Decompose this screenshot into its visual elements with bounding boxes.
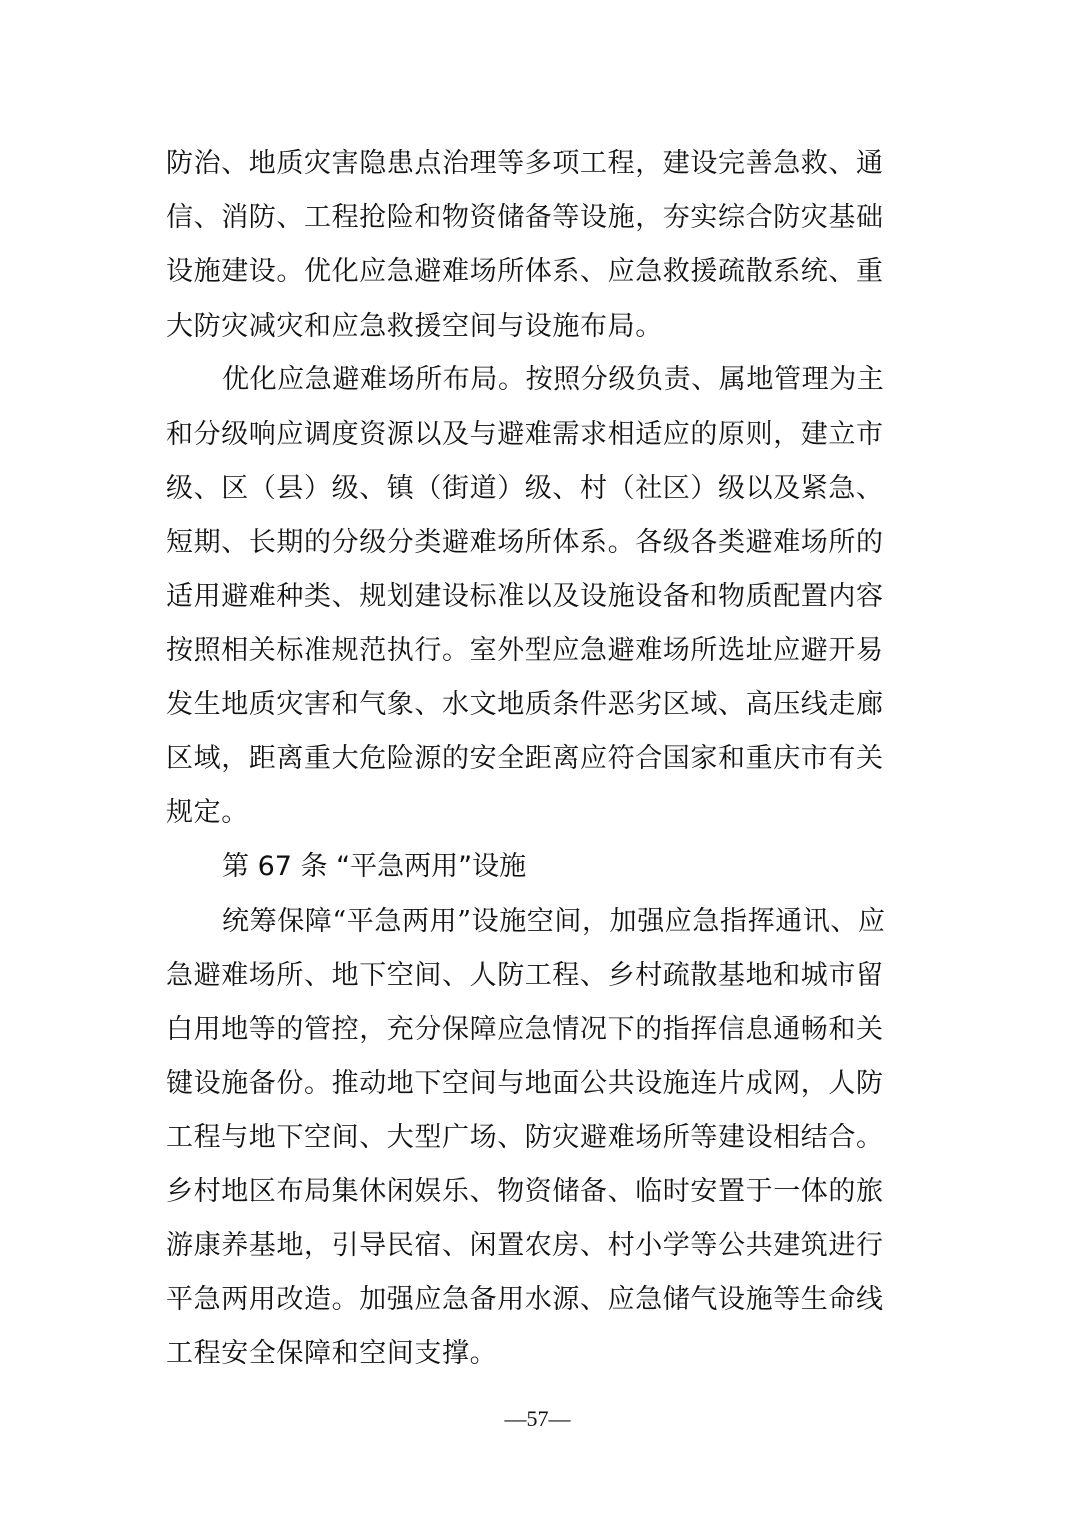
paragraph-line: 白用地等的管控，充分保障应急情况下的指挥信息通畅和关 bbox=[166, 1014, 884, 1045]
paragraph-line: 键设施备份。推动地下空间与地面公共设施连片成网，人防 bbox=[166, 1068, 884, 1099]
paragraph-line: 短期、长期的分级分类避难场所体系。各级各类避难场所的 bbox=[166, 527, 884, 558]
paragraph-line: 区域，距离重大危险源的安全距离应符合国家和重庆市有关 bbox=[166, 743, 884, 774]
paragraph-line: 急避难场所、地下空间、人防工程、乡村疏散基地和城市留 bbox=[166, 960, 884, 991]
paragraph-line: 工程安全保障和空间支撑。 bbox=[166, 1338, 498, 1369]
paragraph-line: 平急两用改造。加强应急备用水源、应急储气设施等生命线 bbox=[166, 1284, 884, 1315]
page-number: —57— bbox=[504, 1406, 571, 1431]
paragraph-line: 游康养基地，引导民宿、闲置农房、村小学等公共建筑进行 bbox=[166, 1230, 884, 1261]
paragraph-line: 防治、地质灾害隐患点治理等多项工程，建设完善急救、通 bbox=[166, 148, 884, 179]
section-heading: 第 67 条 “平急两用”设施 bbox=[222, 851, 527, 882]
paragraph-line: 设施建设。优化应急避难场所体系、应急救援疏散系统、重 bbox=[166, 256, 884, 287]
paragraph-line: 大防灾减灾和应急救援空间与设施布局。 bbox=[166, 311, 663, 342]
paragraph-line: 规定。 bbox=[166, 797, 249, 828]
paragraph-line: 级、区（县）级、镇（街道）级、村（社区）级以及紧急、 bbox=[166, 473, 884, 504]
paragraph-line: 发生地质灾害和气象、水文地质条件恶劣区域、高压线走廊 bbox=[166, 689, 884, 720]
paragraph-line: 和分级响应调度资源以及与避难需求相适应的原则，建立市 bbox=[166, 419, 884, 450]
paragraph-line: 按照相关标准规范执行。室外型应急避难场所选址应避开易 bbox=[166, 635, 884, 666]
paragraph-line: 信、消防、工程抢险和物资储备等设施，夯实综合防灾基础 bbox=[166, 202, 884, 233]
paragraph-line: 统筹保障“平急两用”设施空间，加强应急指挥通讯、应 bbox=[222, 906, 886, 937]
paragraph-line: 适用避难种类、规划建设标准以及设施设备和物质配置内容 bbox=[166, 581, 884, 612]
paragraph-line: 乡村地区布局集休闲娱乐、物资储备、临时安置于一体的旅 bbox=[166, 1176, 884, 1207]
paragraph-line: 优化应急避难场所布局。按照分级负责、属地管理为主 bbox=[222, 364, 885, 395]
paragraph-line: 工程与地下空间、大型广场、防灾避难场所等建设相结合。 bbox=[166, 1122, 884, 1153]
